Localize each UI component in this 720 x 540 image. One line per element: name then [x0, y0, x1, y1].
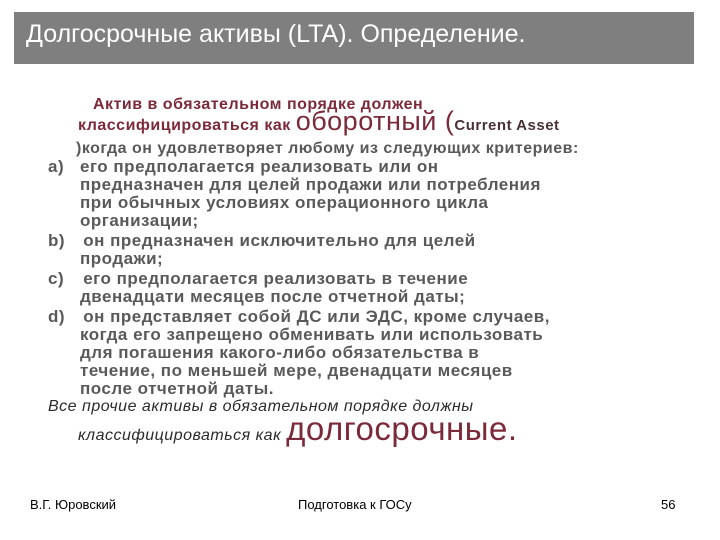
criterion-a-marker: a) [48, 157, 65, 176]
criterion-a-line: при обычных условиях операционного цикла [80, 193, 489, 212]
footer-author: В.Г. Юровский [30, 497, 117, 512]
criterion-a-line: его предполагается реализовать или он [80, 157, 439, 176]
criterion-d-line: течение, по меньшей мере, двенадцати месяцев [80, 361, 513, 380]
criterion-a-line: организации; [80, 211, 199, 230]
criterion-b-line: продажи; [80, 249, 164, 268]
intro-line-2 [78, 106, 560, 136]
conclusion-line-2 [78, 410, 518, 447]
criterion-d-marker: d) [48, 307, 66, 326]
intro-line-2-emphasis: оборотный ( [295, 106, 455, 136]
intro-line-1: Актив в обязательном порядке должен [93, 96, 424, 113]
criterion-a-line: предназначен для целей продажи или потребления [80, 175, 541, 194]
criterion-c-line: двенадцати месяцев после отчетной даты; [80, 287, 466, 306]
criterion-c-marker: c) [48, 269, 65, 288]
criterion-c-line: его предполагается реализовать в течение [78, 269, 469, 288]
conclusion-line-2-emphasis: долгосрочные. [286, 410, 518, 447]
criterion-b-line: он предназначен исключительно для целей [78, 231, 476, 250]
conclusion-line-1: Все прочие активы в обязательном порядке должны [48, 398, 474, 415]
intro-line-2-prefix: классифицироваться как [78, 117, 296, 134]
criterion-d-line: когда его запрещено обменивать или использовать [80, 325, 544, 344]
criterion-d-line: он представляет собой ДС или ЭДС, кроме случаев, [78, 307, 550, 326]
footer-center: Подготовка к ГОСу [298, 497, 412, 512]
intro-line-3: )когда он удовлетворяет любому из следующих критериев: [76, 140, 579, 157]
criterion-d-line: после отчетной даты. [80, 379, 274, 398]
conclusion-line-2-prefix: классифицироваться как [78, 427, 287, 444]
footer-page-number: 56 [661, 497, 676, 512]
criterion-b-marker: b) [48, 231, 66, 250]
criterion-d-line: для погашения какого-либо обязательства в [80, 343, 480, 362]
intro-line-2-suffix: Current Asset [454, 117, 560, 134]
slide-title: Долгосрочные активы (LTA). Определение. [26, 20, 526, 48]
